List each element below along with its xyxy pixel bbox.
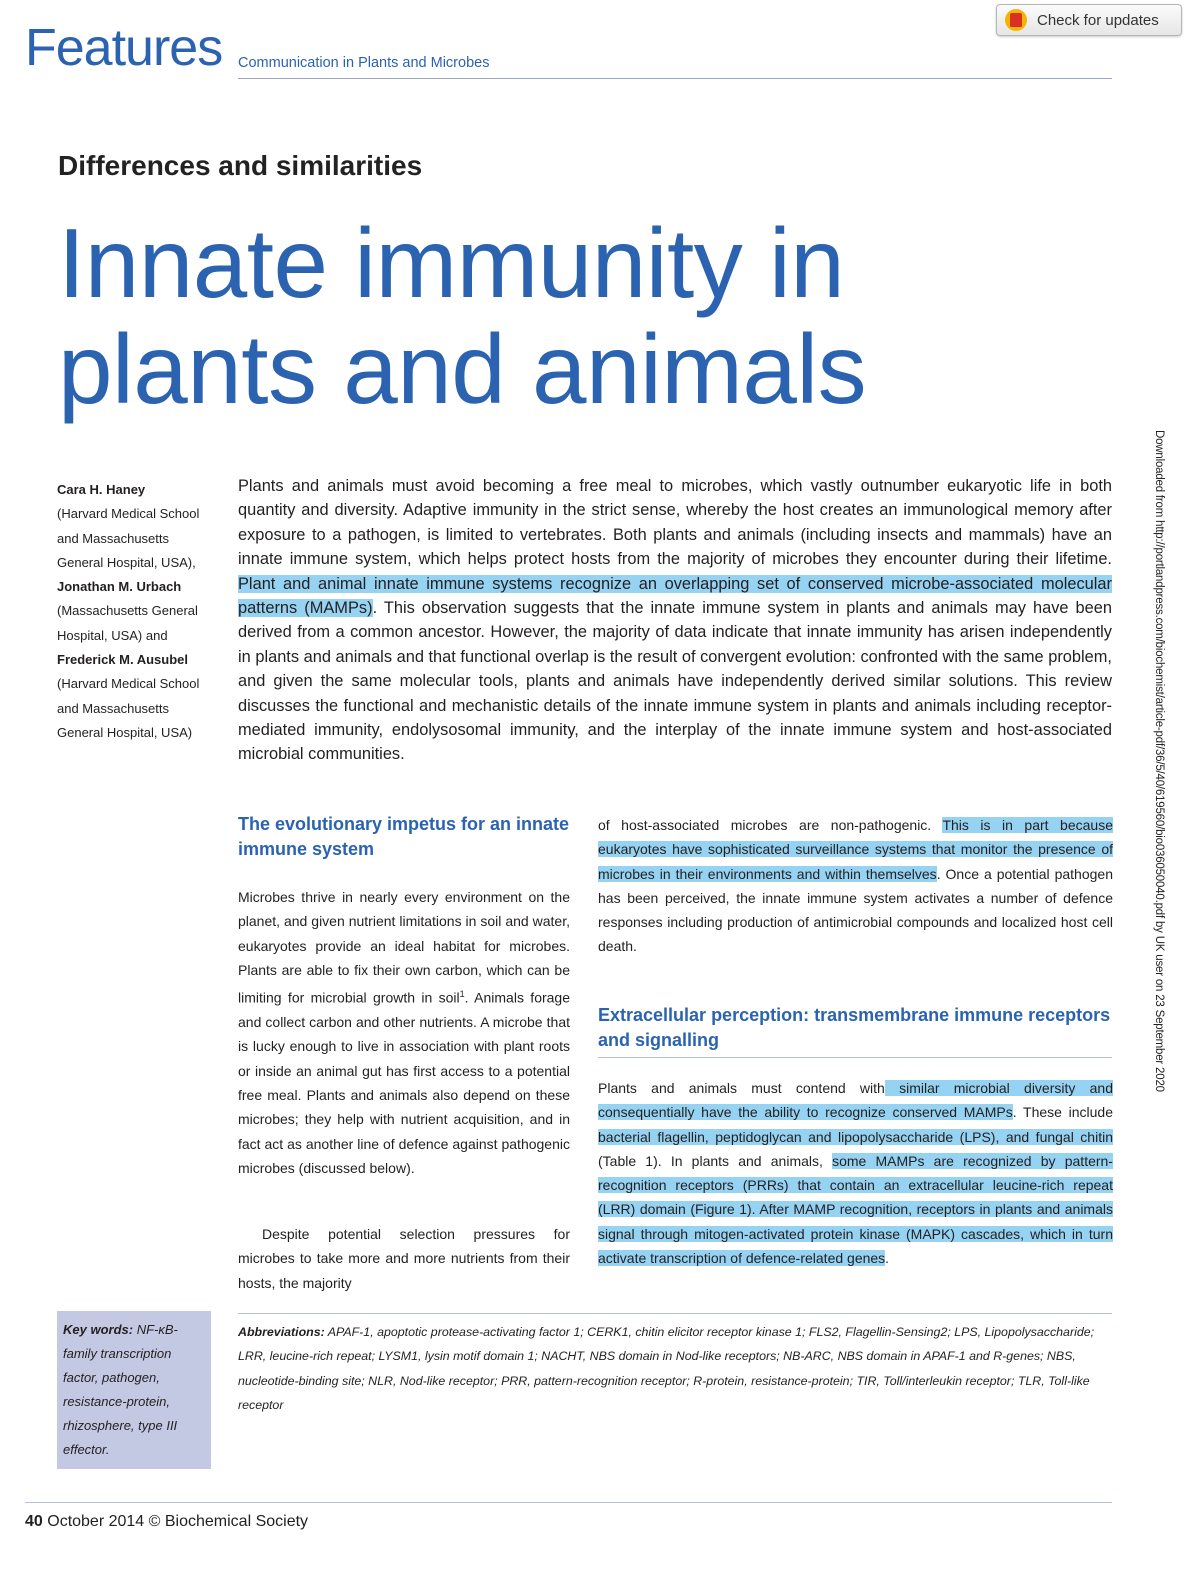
highlighted-text: Plant and animal innate immune systems recognize an overlapping set of conserved microbe-associated molecular patterns (MAMPs): [238, 574, 1112, 618]
footer-divider: [25, 1502, 1112, 1503]
section-name: Communication in Plants and Microbes: [238, 55, 490, 71]
section-heading: The evolutionary impetus for an innate immune system: [238, 814, 570, 859]
header-divider: [238, 78, 1112, 79]
author-affiliation: (Massachusetts General Hospital, USA) and: [57, 603, 198, 643]
paragraph-text: . Animals forage and collect carbon and other nutrients. A microbe that is lucky enough to live in association with plant roots or inside an animal gut has first access to a potential free meal. Plants and animals also depend on these microbes; they help with nutrient acquisition, and in fact act as another line of defence against pathogenic microbes (discussed below).: [238, 989, 570, 1176]
keywords-text: NF-κB-family transcription factor, pathogen, resistance-protein, rhizosphere, type III effector.: [63, 1322, 178, 1457]
author-affiliation: (Harvard Medical School and Massachusetts General Hospital, USA),: [57, 506, 200, 570]
body-paragraph: [238, 885, 570, 1180]
author-name: Cara H. Haney: [57, 482, 146, 497]
footer-text: October 2014 © Biochemical Society: [42, 1513, 309, 1530]
paragraph-text: Plants and animals must contend with: [598, 1080, 885, 1096]
highlighted-text: some MAMPs are recognized by pattern-recognition receptors (PRRs) that contain an extracellular leucine-rich repeat (LRR) domain (Figure 1). After MAMP recognition, receptors in plants and animals signal through mitogen-activated protein kinase (MAPK) cascades, which in turn activate transcription of defence-related genes: [598, 1152, 1113, 1267]
check-for-updates-label: Check for updates: [1037, 11, 1159, 29]
paragraph-text: (Table 1). In plants and animals,: [598, 1152, 833, 1169]
paragraph-text: . Once a potential pathogen has been perceived, the innate immune system activates a number of defence responses including production of antimicrobial compounds and localized host cell death.: [598, 865, 1113, 955]
author-name: Frederick M. Ausubel: [57, 652, 188, 668]
page-footer: [25, 1513, 308, 1531]
article-kicker: Differences and similarities: [58, 150, 423, 181]
body-paragraph: Despite potential selection pressures for microbes to take more and more nutrients from their hosts, the majority: [238, 1226, 570, 1291]
author-list: [57, 478, 217, 745]
citation-ref: 1: [459, 989, 465, 1000]
keywords-box: [57, 1311, 211, 1469]
highlighted-text: This is in part because eukaryotes have sophisticated surveillance systems that monitor the presence of microbes in their environments and within themselves: [598, 817, 1113, 882]
abbreviations-label: Abbreviations:: [238, 1325, 325, 1339]
abbreviations-text: APAF-1, apoptotic protease-activating factor 1; CERK1, chitin elicitor receptor kinase 1; FLS2, Flagellin-Sensing2; LPS, Lipopolysaccharide; LRR, leucine-rich repeat; LYSM1, lysin motif domain 1; NACHT, NBS domain in Nod-like receptors; NB-ARC, NBS domain in APAF-1 and R-genes; NBS, nucleotide-binding site; NLR, Nod-like receptor; PRR, pattern-recognition receptor; R-protein, resistance-protein; TIR, Toll/interleukin receptor; TLR, Toll-like receptor: [238, 1325, 1095, 1412]
body-paragraph: [598, 813, 1113, 959]
paragraph-text: of host-associated microbes are non-pathogenic.: [598, 817, 943, 833]
title-line-1: Innate immunity in: [58, 208, 845, 318]
highlighted-text: bacterial flagellin, peptidoglycan and lipopolysaccharide (LPS), and fungal chitin: [598, 1128, 1113, 1145]
check-for-updates-button[interactable]: [996, 4, 1182, 36]
abstract-text: Plants and animals must avoid becoming a free meal to microbes, which vastly outnumber eukaryotic life in both quantity and diversity. Adaptive immunity in the strict sense, whereby the host creates an immunological memory after exposure to a pathogen, is limited to vertebrates. Both plants and animals (including insects and mammals) have an innate immune system, which helps protect hosts from the majority of microbes they encounter during their lifetime.: [238, 477, 1112, 569]
author-name: Jonathan M. Urbach: [57, 579, 182, 595]
crossmark-icon: [1005, 9, 1027, 31]
keywords-label: Key words:: [63, 1322, 134, 1337]
highlighted-text: similar microbial diversity and consequentially have the ability to recognize conserved MAMPs: [598, 1080, 1113, 1121]
paragraph-text: . These include: [1012, 1104, 1113, 1121]
paragraph-text: Microbes thrive in nearly every environment on the planet, and given nutrient limitations in soil and water, eukaryotes provide an ideal habitat for microbes. Plants are able to fix their own carbon, which can be limiting for microbial growth in soil: [238, 889, 570, 1006]
section-heading: Extracellular perception: transmembrane immune receptors and signalling: [598, 1005, 1111, 1050]
abbreviations-divider: [238, 1313, 1112, 1314]
paragraph-text: .: [885, 1250, 890, 1267]
abstract-text: . This observation suggests that the innate immune system in plants and animals may have been derived from a common ancestor. However, the majority of data indicate that innate immunity has arisen independently in plants and animals and that functional overlap is the result of convergent evolution: confronted with the same problem, and given the same molecular tools, plants and animals have independently derived similar solutions. This review discusses the functional and mechanistic details of the innate immune system in plants and animals including receptor-mediated immunity, endolysosomal immunity, and the interplay of the innate immune system and host-associated microbial communities.: [238, 599, 1113, 764]
body-paragraph: [598, 1076, 1113, 1270]
title-line-2: plants and animals: [58, 314, 867, 424]
section-divider: [598, 1057, 1112, 1058]
article-title: [58, 210, 866, 422]
features-masthead: Features: [25, 19, 223, 77]
page-number: 40: [25, 1513, 43, 1530]
author-affiliation: (Harvard Medical School and Massachusetts General Hospital, USA): [57, 676, 200, 740]
abbreviations: [238, 1320, 1112, 1417]
abstract: [238, 474, 1112, 767]
download-note: Downloaded from http://portlandpress.com/biochemist/article-pdf/36/5/40/619560/bio036050040.pdf by UK user on 23 September 2020: [1153, 430, 1165, 1092]
